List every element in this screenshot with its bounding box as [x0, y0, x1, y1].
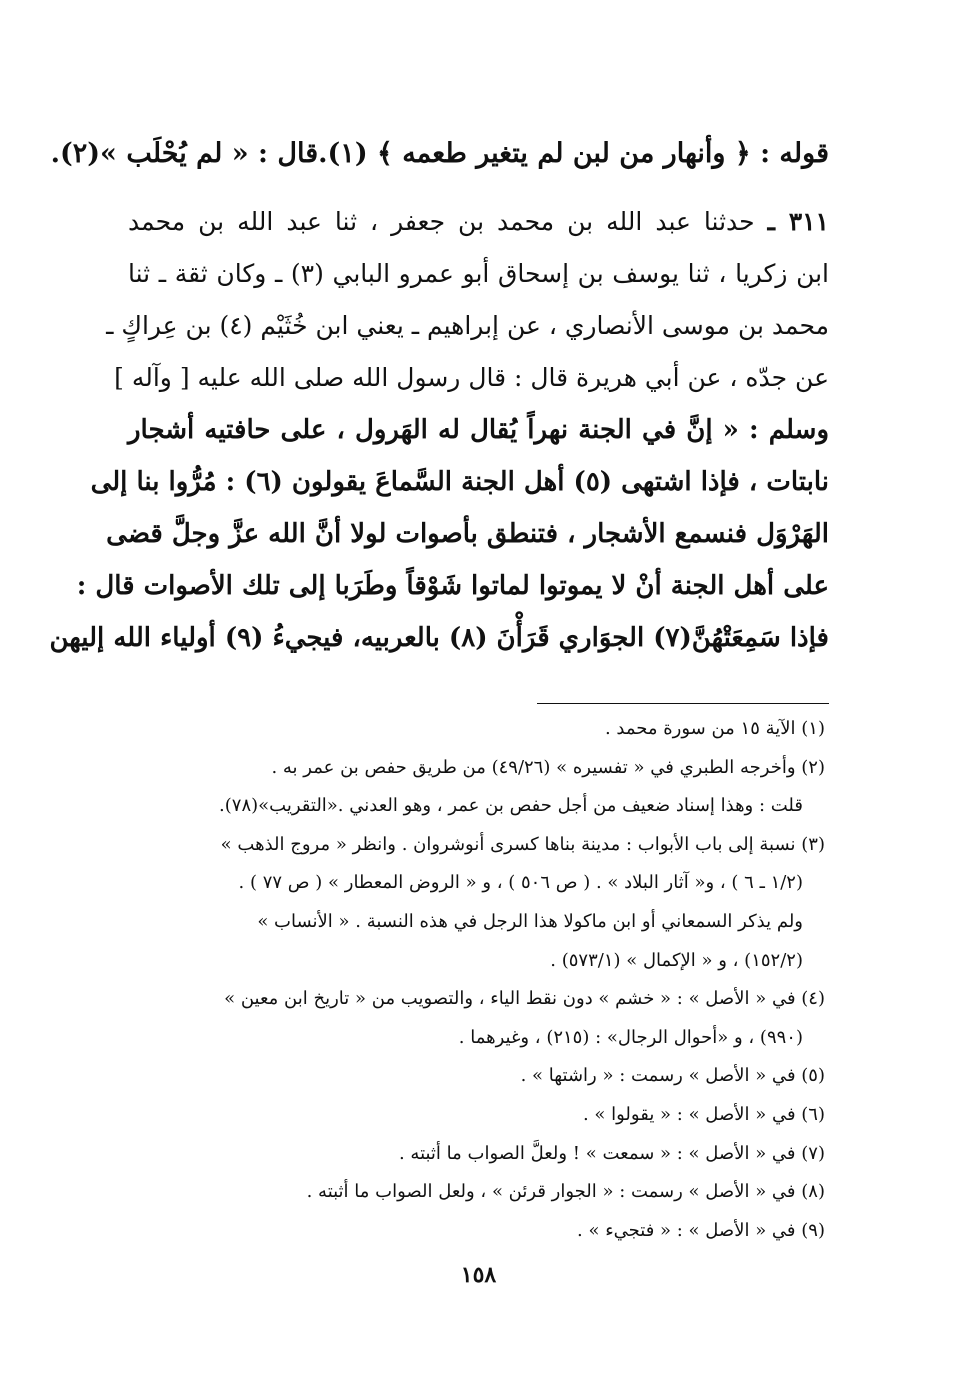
verse-heading: قوله : ﴿ وأنهار من لبن لم يتغير طعمه ﴾ (١).قال : « لم يُحْلَب »(٢). [50, 138, 829, 169]
footnote-3-cont-3: (١٥٢/٢) ، و « الإكمال » (٥٧٣/١) . [550, 949, 803, 971]
page-number: ١٥٨ [460, 1262, 497, 1288]
hadith-line-6: نابتات ، فإذا اشتهى (٥) أهل الجنة السَّماعَ يقولون (٦) : مُرُّوا بنا إلى [90, 467, 829, 497]
footnote-2: (٢) وأخرجه الطبري في « تفسيره » (٤٩/٢٦) من طريق حفص بن عمر به . [271, 756, 825, 778]
hadith-line-8: على أهل الجنة أنْ لا يموتوا لماتوا شَوْقاً وطَرَبا إلى تلك الأصوات قال : [76, 571, 829, 601]
hadith-line-3: محمد بن موسى الأنصاري ، عن إبراهيم ـ يعني ابن خُثَيْم (٤) بن عِراكٍ ـ [106, 311, 829, 340]
hadith-line-1: ٣١١ ـ حدثنا عبد الله بن محمد بن جعفر ، ثنا عبد الله بن محمد [128, 207, 829, 236]
hadith-line-7: الهَرْوَل فنسمع الأشجار ، فتنطق بأصوات لولا أنَّ الله عزَّ وجلَّ قضى [106, 519, 829, 549]
footnote-8: (٨) في « الأصل » رسمت : « الجوار قرئن » ، ولعل الصواب ما أثبته . [306, 1181, 825, 1203]
hadith-line-2: ابن زكريا ، ثنا يوسف بن إسحاق أبو عمرو البابي (٣) ـ وكان ثقة ـ ثنا [128, 259, 830, 288]
footnote-2-comment: قلت : وهذا إسناد ضعيف من أجل حفص بن عمر ، وهو العدني .«التقريب»(٧٨). [219, 795, 803, 817]
hadith-line-5: وسلم : « إنَّ في الجنة نهراً يُقال له الهَرول ، على حافتيه أشجار [128, 415, 829, 445]
footnote-4: (٤) في « الأصل » : « خشم » دون نقط الياء ، والتصويب من « تاريخ ابن معين » [224, 988, 825, 1010]
footnote-3-cont-1: (١/٢ ـ ٦ ) ، و« آثار البلاد » . ( ص ٥٠٦ ) ، و « الروض المعطار » ( ص ٧٧ ) . [238, 872, 803, 894]
footnotes [128, 710, 825, 1250]
footnote-6: (٦) في « الأصل » : « يقولوا » . [582, 1103, 825, 1125]
footnote-9: (٩) في « الأصل » : « فتجيء » . [577, 1219, 825, 1241]
footnote-7: (٧) في « الأصل » : « سمعت » ! ولعلَّ الصواب ما أثبته . [398, 1142, 825, 1164]
hadith-line-4: عن جدّه ، عن أبي هريرة قال : قال رسول الله صلى الله عليه [ وآله ] [114, 363, 829, 392]
footnote-4-cont: (٩٩٠) ، و «أحوال الرجال» : (٢١٥) ، وغيرهما . [458, 1026, 803, 1048]
hadith-number: ٣١١ ـ [767, 207, 829, 236]
hadith-text [49, 196, 830, 664]
footnote-3-cont-2: ولم يذكر السمعاني أو ابن ماكولا هذا الرجل في هذه النسبة . « الأنساب » [257, 910, 803, 932]
footnote-5: (٥) في « الأصل » رسمت : « راشتها » . [520, 1065, 825, 1087]
hadith-line-9: فإذا سَمِعَتْهُنَّ(٧) الجوَاري قَرَأْنَ (٨) بالعربيه، فيجيءُ (٩) أولياء الله إليهن [49, 623, 829, 653]
footnote-divider [537, 703, 829, 704]
footnote-1: (١) الآية ١٥ من سورة محمد . [604, 718, 825, 739]
footnote-3: (٣) نسبة إلى باب الأبواب : مدينة بناها كسرى أنوشروان . وانظر « مروج الذهب » [220, 833, 825, 855]
